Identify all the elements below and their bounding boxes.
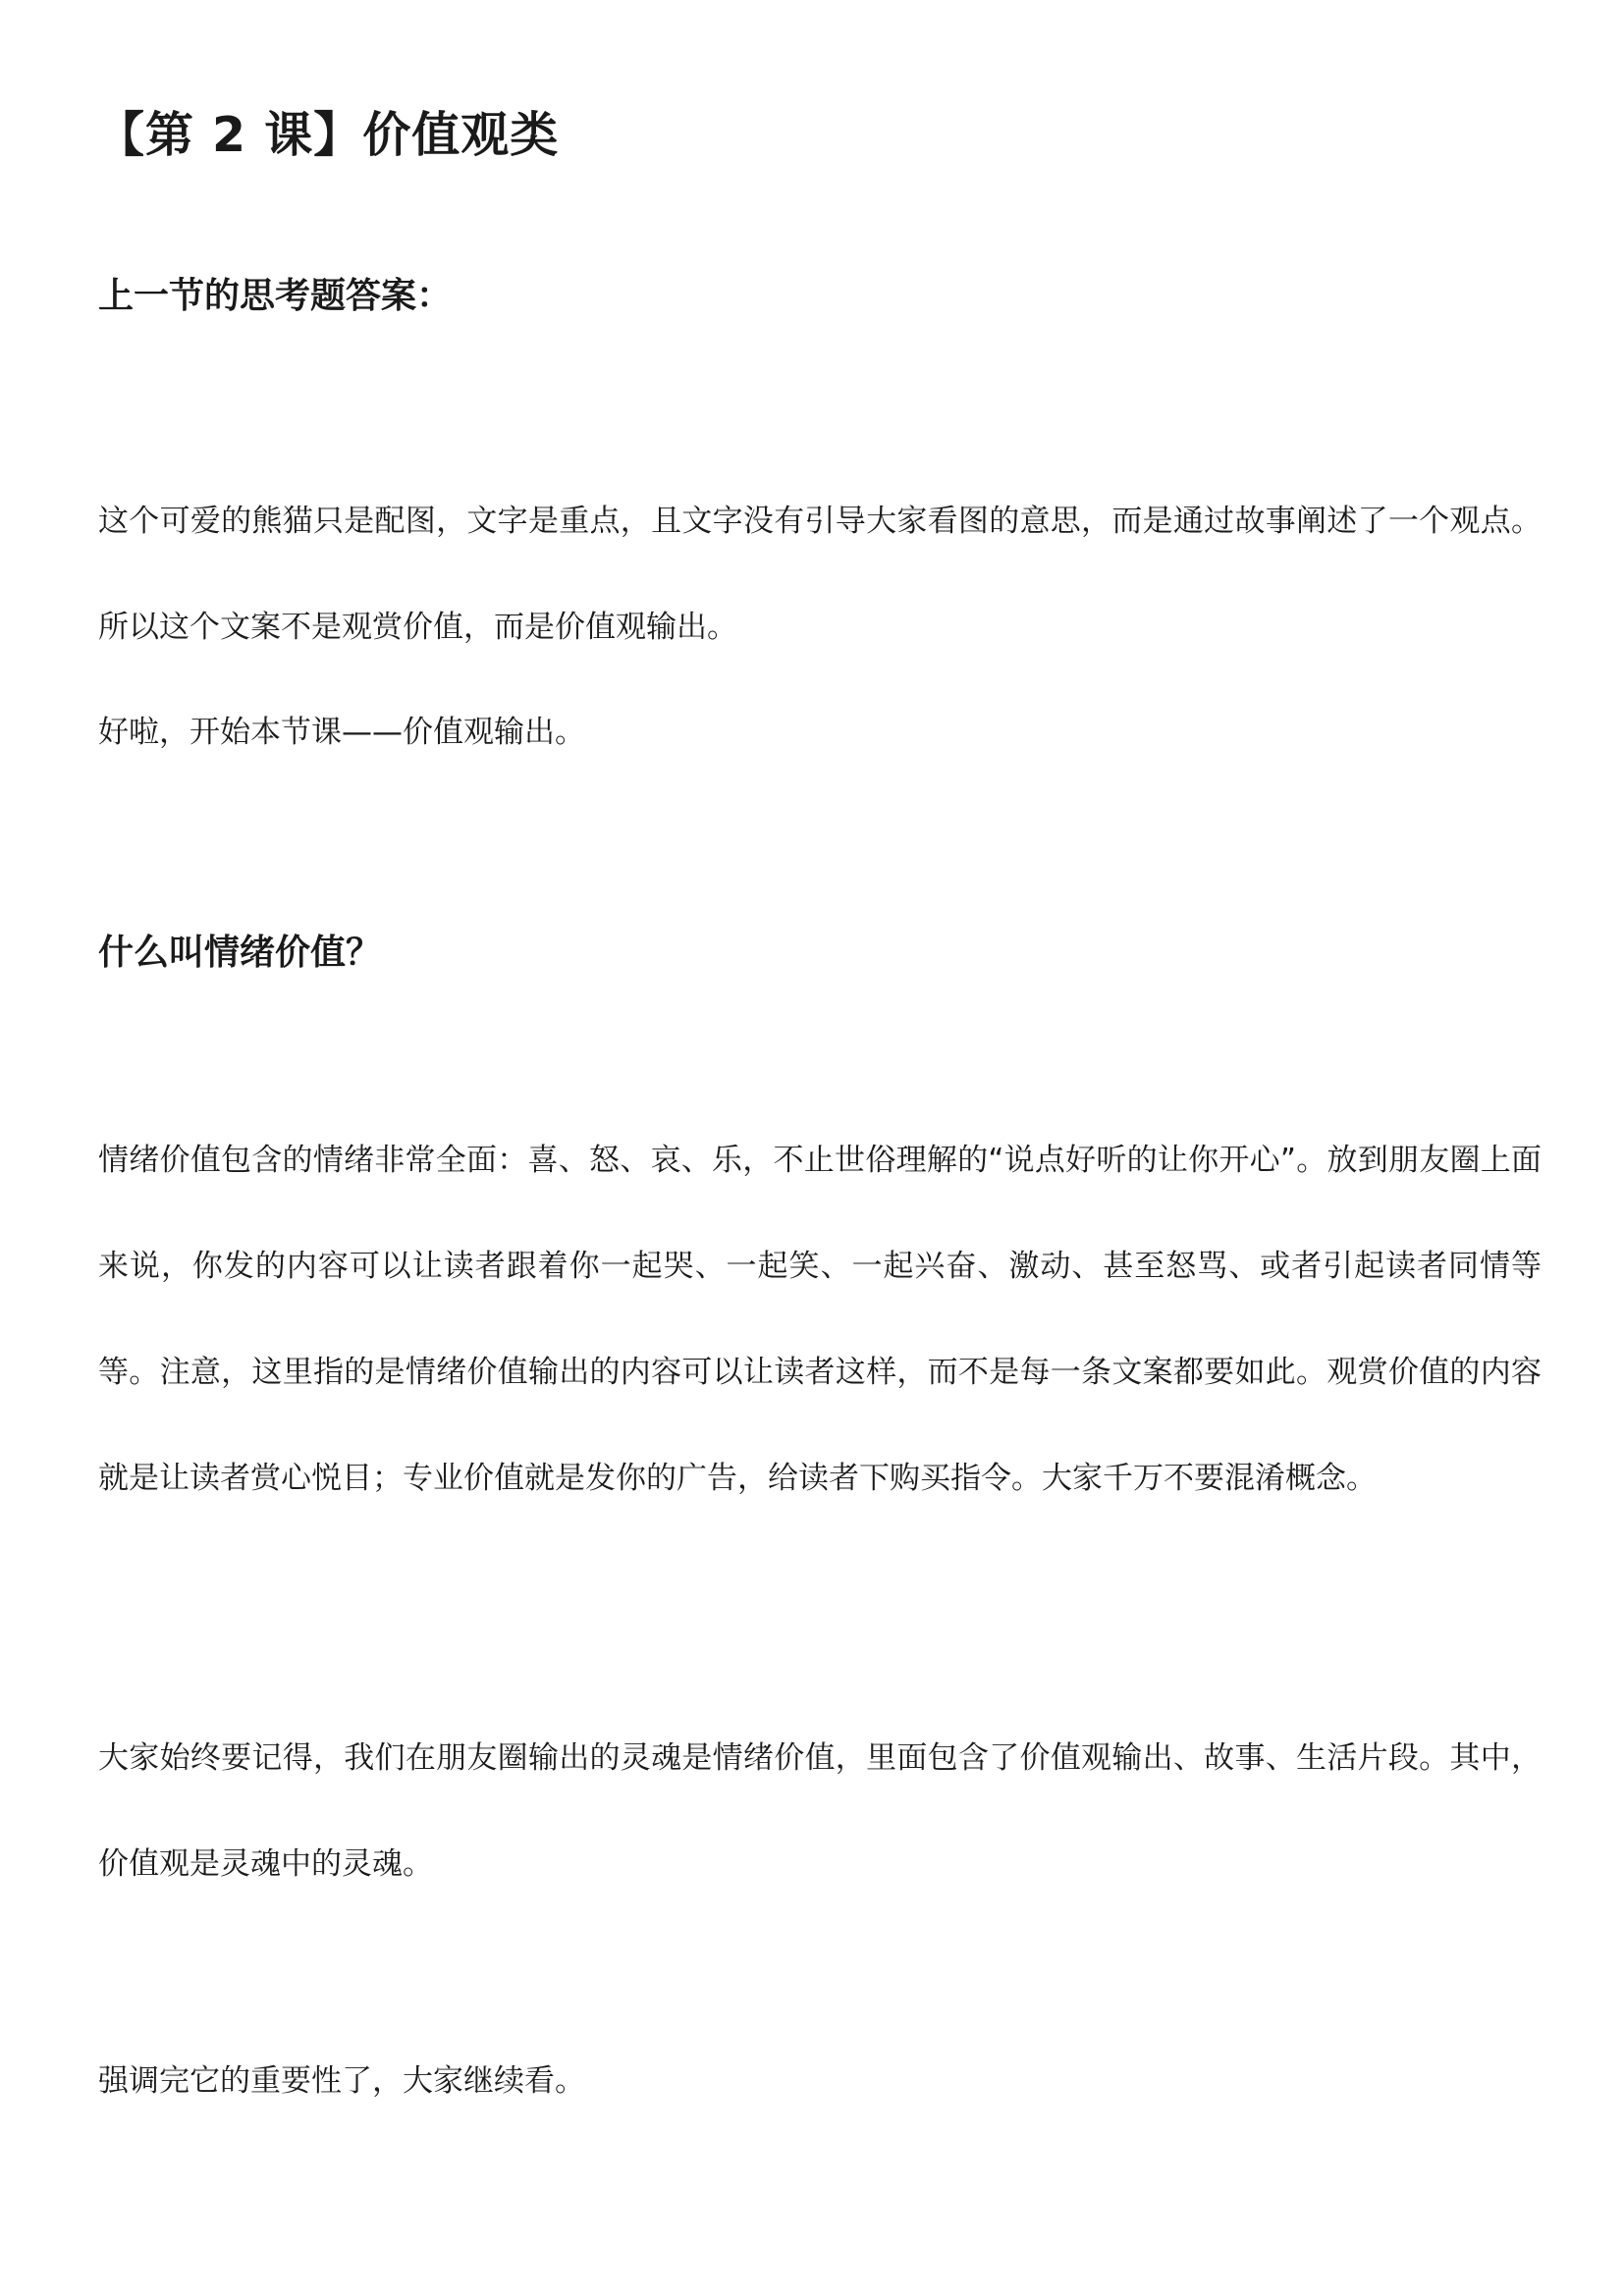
paragraph-intro: 好啦，开始本节课——价值观输出。 bbox=[98, 715, 585, 750]
paragraph-remember: 大家始终要记得，我们在朋友圈输出的灵魂是情绪价值，里面包含了价值观输出、故事、生活片段。其中，价值观是灵魂中的灵魂。 bbox=[98, 1740, 1542, 1882]
paragraph-emotional-value: 情绪价值包含的情绪非常全面：喜、怒、哀、乐，不止世俗理解的“说点好听的让你开心”。放到朋友圈上面来说，你发的内容可以让读者跟着你一起哭、一起笑、一起兴奋、激动、甚至怒骂、或者引起读者同情等等。注意，这里指的是情绪价值输出的内容可以让读者这样，而不是每一条文案都要如此。观赏价值的内容就是让读者赏心悦目；专业价值就是发你的广告，给读者下购买指令。大家千万不要混淆概念。 bbox=[98, 1143, 1542, 1496]
section-heading-emotional-value: 什么叫情绪价值？ bbox=[98, 933, 382, 973]
page-title: 【第 2 课】价值观类 bbox=[96, 107, 560, 163]
section-heading-answer: 上一节的思考题答案： bbox=[98, 276, 453, 316]
paragraph-answer: 这个可爱的熊猫只是配图，文字是重点，且文字没有引导大家看图的意思，而是通过故事阐述了一个观点。所以这个文案不是观赏价值，而是价值观输出。 bbox=[98, 504, 1542, 645]
paragraph-continue: 强调完它的重要性了，大家继续看。 bbox=[98, 2063, 585, 2099]
